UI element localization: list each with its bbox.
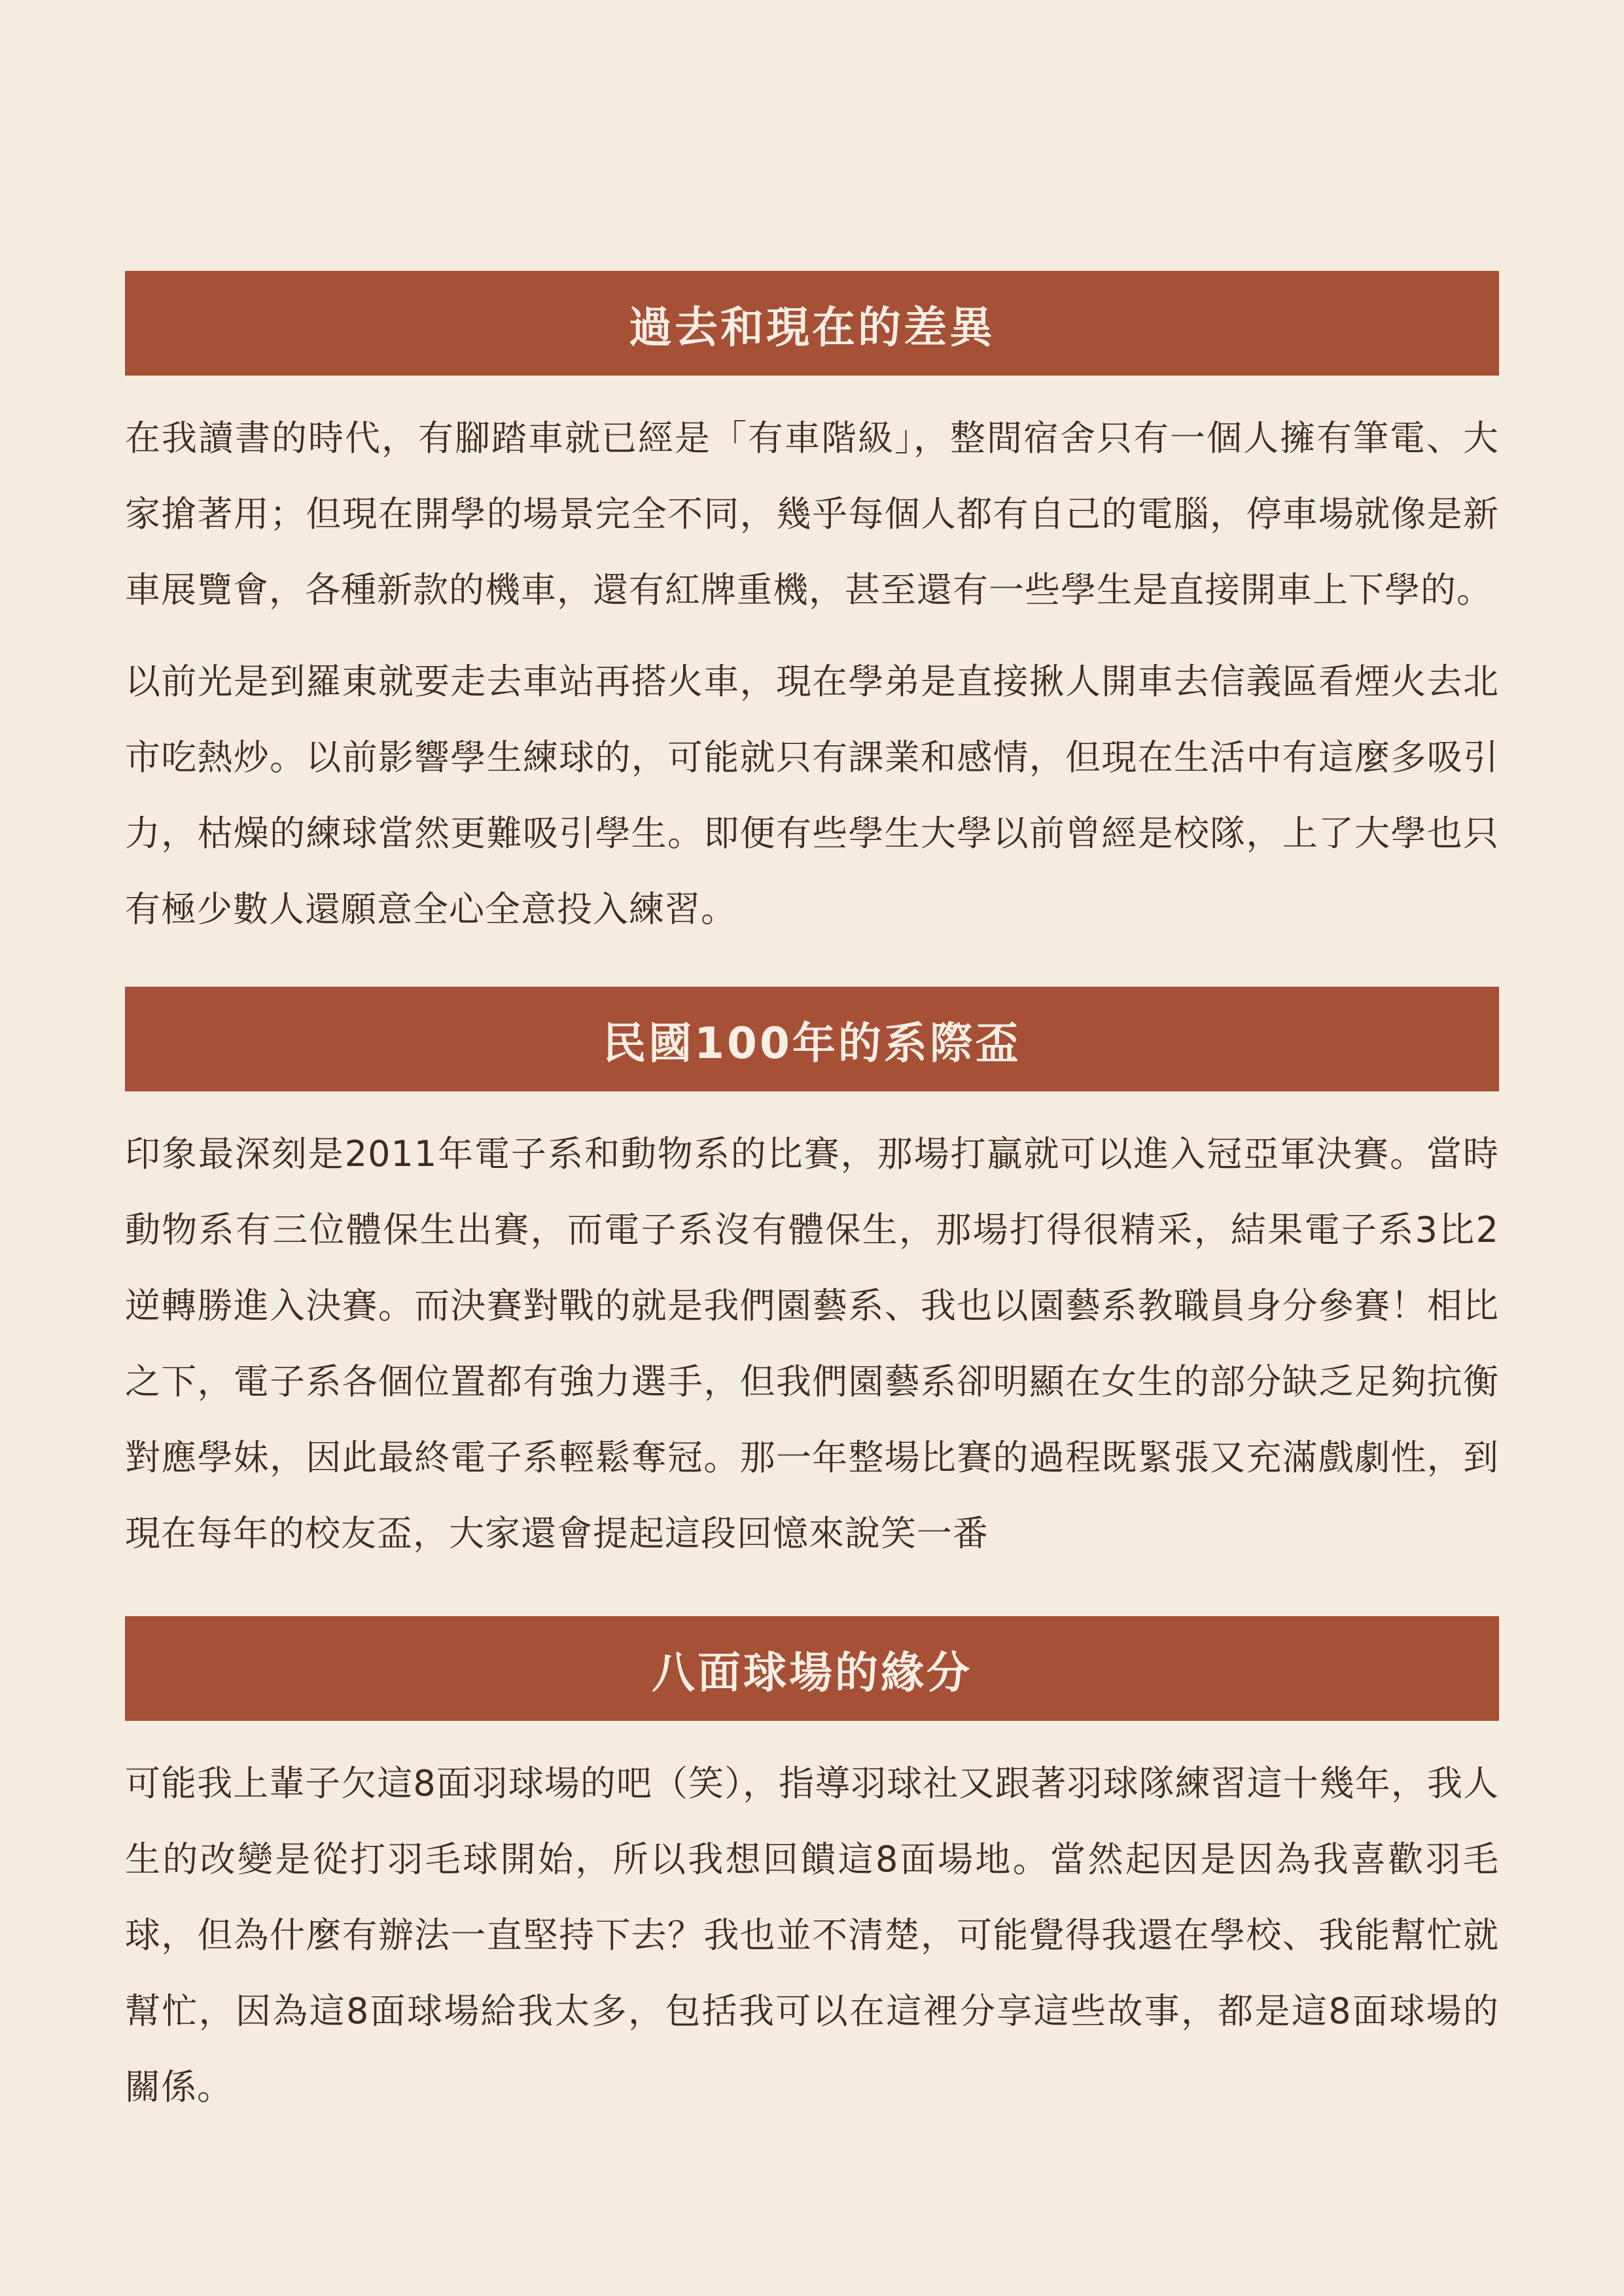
paragraph: 以前光是到羅東就要走去車站再搭火車，現在學弟是直接揪人開車去信義區看煙火去北市吃熱炒。以前影響學生練球的，可能就只有課業和感情，但現在生活中有這麼多吸引力，枯燥的練球當然更難吸引學生。即便有些學生大學以前曾經是校隊，上了大學也只有極少數人還願意全心全意投入練習。: [125, 661, 1499, 930]
article-content: [125, 271, 1499, 2141]
section-past-and-present: [125, 271, 1499, 947]
section-inter-department-cup: [125, 987, 1499, 1572]
section-banner: [125, 987, 1499, 1091]
paragraph: 在我讀書的時代，有腳踏車就已經是「有車階級」，整間宿舍只有一個人擁有筆電、大家搶著用；但現在開學的場景完全不同，幾乎每個人都有自己的電腦，停車場就像是新車展覽會，各種新款的機車，還有紅牌重機，甚至還有一些學生是直接開車上下學的。: [125, 417, 1499, 610]
section-body: [125, 1091, 1499, 1572]
section-banner: [125, 271, 1499, 376]
paragraph: 可能我上輩子欠這8面羽球場的吧（笑），指導羽球社又跟著羽球隊練習這十幾年，我人生的改變是從打羽毛球開始，所以我想回饋這8面場地。當然起因是因為我喜歡羽毛球，但為什麼有辦法一直堅持下去？我也並不清楚，可能覺得我還在學校、我能幫忙就幫忙，因為這8面球場給我太多，包括我可以在這裡分享這些故事，都是這8面球場的關係。: [125, 1763, 1499, 2108]
section-body: [125, 1721, 1499, 2125]
section-eight-courts: [125, 1616, 1499, 2125]
section-body: [125, 376, 1499, 947]
section-title: 民國100年的系際盃: [603, 1017, 1021, 1069]
section-title: 八面球場的緣分: [652, 1647, 972, 1698]
section-title: 過去和現在的差異: [629, 302, 995, 353]
section-banner: [125, 1616, 1499, 1721]
paragraph: 印象最深刻是2011年電子系和動物系的比賽，那場打贏就可以進入冠亞軍決賽。當時動物系有三位體保生出賽，而電子系沒有體保生，那場打得很精采，結果電子系3比2逆轉勝進入決賽。而決賽對戰的就是我們園藝系、我也以園藝系教職員身分參賽！相比之下，電子系各個位置都有強力選手，但我們園藝系卻明顯在女生的部分缺乏足夠抗衡對應學妹，因此最終電子系輕鬆奪冠。那一年整場比賽的過程既緊張又充滿戲劇性，到現在每年的校友盃，大家還會提起這段回憶來說笑一番: [125, 1133, 1499, 1554]
